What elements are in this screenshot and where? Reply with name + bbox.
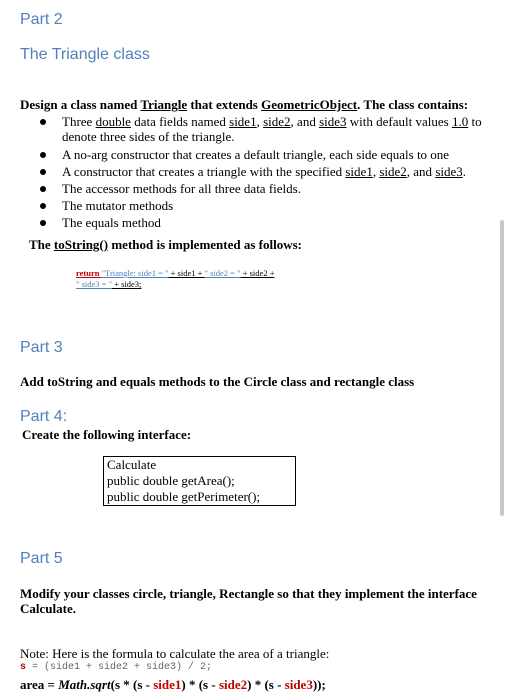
part3-heading: Part 3 — [20, 339, 63, 356]
list-item — [20, 198, 500, 213]
bullet-icon — [40, 220, 46, 226]
code-text: = (side1 + side2 + side3) / 2; — [26, 662, 213, 673]
semi-perimeter-formula — [20, 661, 212, 674]
list-text: side1 — [345, 164, 373, 179]
list-text: side2 — [263, 114, 291, 129]
bullet-icon — [40, 119, 46, 125]
list-text: denote three sides of the triangle. — [62, 129, 235, 144]
bullet-icon — [40, 203, 46, 209]
list-text: , — [256, 114, 264, 129]
interface-box — [103, 456, 296, 506]
list-item — [20, 147, 500, 162]
formula-variable: side2 — [218, 677, 248, 692]
part5-line: Modify your classes circle, triangle, Rectangle so that they implement the interface — [20, 586, 477, 601]
formula-function: Math.sqrt — [58, 677, 111, 692]
list-text: . — [462, 164, 467, 179]
list-text: to — [468, 114, 482, 129]
list-text: data fields named — [130, 114, 230, 129]
part5-line: Calculate. — [20, 601, 76, 616]
list-item — [20, 164, 500, 179]
list-text: side3 — [435, 164, 463, 179]
bullet-icon — [40, 186, 46, 192]
list-text: side3 — [319, 114, 347, 129]
part4-heading: Part 4: — [20, 408, 68, 425]
formula-text: (s * (s - — [110, 677, 154, 692]
list-text: The equals method — [62, 215, 161, 230]
tostring-method-name: toString() — [53, 237, 109, 252]
list-text: , — [372, 164, 380, 179]
requirements-list — [20, 114, 500, 230]
tostring-text: The — [29, 237, 54, 252]
note-text: Note: Here is the formula to calculate the area of a triangle: — [20, 646, 330, 661]
part2-heading: Part 2 — [20, 11, 63, 28]
code-string: " side2 = " — [204, 268, 241, 278]
list-item — [20, 215, 500, 230]
list-text: with default values — [346, 114, 452, 129]
vertical-scrollbar[interactable] — [500, 220, 504, 516]
interface-method: public double getPerimeter(); — [107, 489, 261, 504]
list-text: side2 — [379, 164, 407, 179]
intro-text: that extends — [187, 97, 262, 112]
code-line — [76, 279, 274, 290]
triangle-intro — [20, 97, 500, 112]
code-line — [76, 268, 274, 279]
list-text: The accessor methods for all three data fields. — [62, 181, 301, 196]
code-string: "Triangle: side1 = " — [101, 268, 169, 278]
list-text: , and — [290, 114, 320, 129]
bullet-icon — [40, 152, 46, 158]
formula-text: area = — [20, 677, 59, 692]
list-text: side1 — [229, 114, 257, 129]
list-text: 1.0 — [451, 114, 469, 129]
list-text: A no-arg constructor that creates a default triangle, each side equals to one — [62, 147, 450, 162]
part5-text — [20, 586, 496, 616]
tostring-description — [29, 237, 302, 252]
code-text: + side3; — [112, 279, 142, 289]
part5-heading: Part 5 — [20, 550, 63, 567]
list-text: A constructor that creates a triangle with the specified — [62, 164, 346, 179]
part2-title: The Triangle class — [20, 46, 150, 63]
list-text: double — [95, 114, 131, 129]
list-text: Three — [62, 114, 96, 129]
geometricobject-class-name: GeometricObject — [261, 97, 358, 112]
interface-method: public double getArea(); — [107, 473, 235, 488]
code-variable: s — [20, 662, 27, 673]
part4-text: Create the following interface: — [22, 427, 192, 442]
part3-text: Add toString and equals methods to the Circle class and rectangle class — [20, 374, 415, 389]
list-text: , and — [406, 164, 436, 179]
bullet-icon — [40, 169, 46, 175]
formula-text: )); — [312, 677, 326, 692]
code-text: + side1 + — [168, 268, 205, 278]
formula-variable: side3 — [284, 677, 313, 692]
list-item — [20, 114, 500, 144]
code-string: " side3 = " — [76, 279, 113, 289]
intro-text: . The class contains: — [357, 97, 469, 112]
code-text: + side2 + — [240, 268, 275, 278]
formula-variable: side1 — [153, 677, 182, 692]
interface-name: Calculate — [107, 457, 157, 472]
triangle-class-name: Triangle — [140, 97, 188, 112]
tostring-code-block — [76, 268, 274, 290]
code-keyword: return — [76, 268, 102, 278]
tostring-text: method is implemented as follows: — [108, 237, 303, 252]
area-formula — [20, 677, 326, 692]
formula-text: ) * (s - — [247, 677, 285, 692]
formula-text: ) * (s - — [181, 677, 219, 692]
intro-text: Design a class named — [20, 97, 141, 112]
list-item — [20, 181, 500, 196]
list-text: The mutator methods — [62, 198, 174, 213]
